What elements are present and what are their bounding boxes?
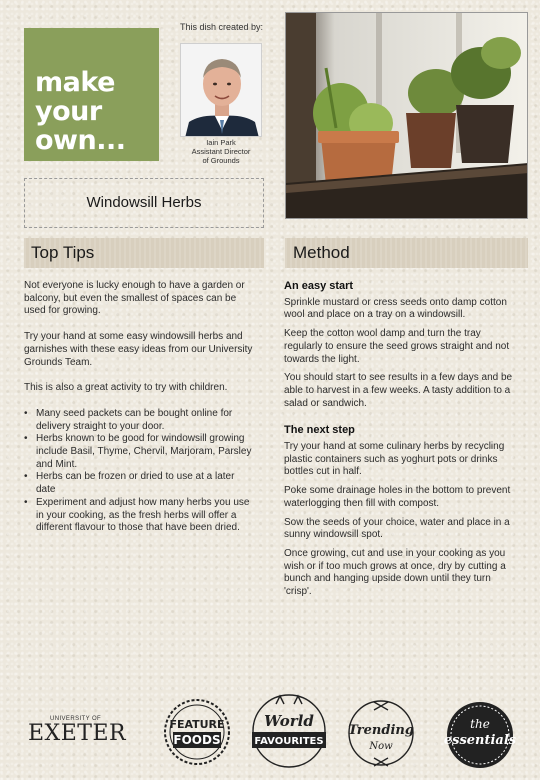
method-section-2-title: The next step: [284, 424, 355, 437]
method-body: [284, 280, 520, 605]
world-favourites-line-1: World: [264, 712, 314, 730]
author-credit: [180, 138, 262, 165]
tips-bullet-list: [24, 408, 254, 535]
method-step: Keep the cotton wool damp and turn the tray regularly to ensure the seed grows straight and not towards the light.: [284, 328, 510, 365]
windowsill-herbs-photo: [285, 12, 528, 219]
university-of-exeter-logo: [28, 716, 127, 746]
method-step: Once growing, cut and use in your cooking as you wish or if too much grows at once, dry by cutting a bunch and hanging upside down until they turn 'crisp'.: [284, 547, 506, 598]
feature-foods-line-1: FEATURE: [169, 718, 225, 731]
logo-line-2: your: [35, 96, 102, 127]
method-section-1-title: An easy start: [284, 280, 354, 292]
method-step: Poke some drainage holes in the bottom to prevent waterlogging then fill with compost.: [284, 485, 511, 509]
method-step: Sprinkle mustard or cress seeds onto damp cotton wool and place on a tray on a windowsill.: [284, 296, 507, 321]
logo-line-1: make: [35, 67, 115, 98]
recipe-title: Windowsill Herbs: [86, 194, 202, 211]
method-step: Try your hand at some culinary herbs by recycling plastic containers such as yoghurt pots or drinks bottles cut in half.: [284, 441, 505, 478]
tips-bullet: • Experiment and adjust how many herbs you use in your cooking, as the fresh herbs will offer a different flavour to those that have been dried.: [36, 497, 254, 535]
feature-foods-line-2: FOODS: [173, 733, 221, 747]
tips-paragraph-3: This is also a great activity to try with children.: [24, 382, 228, 394]
the-essentials-logo: [440, 700, 520, 770]
method-step: Sow the seeds of your choice, water and place in a sunny windowsill spot.: [284, 516, 510, 541]
author-name: Iain Park: [206, 138, 236, 147]
tips-bullet: • Many seed packets can be bought online for delivery straight to your door.: [36, 408, 254, 433]
the-essentials-line-1: the: [470, 717, 490, 731]
tips-paragraph-2: Try your hand at some easy windowsill herbs and garnishes with these easy ideas from our University Grounds Team.: [24, 331, 253, 368]
author-role-line-2: of Grounds: [202, 156, 240, 165]
trending-now-line-2: Now: [369, 741, 393, 752]
top-tips-heading: Top Tips: [24, 238, 264, 268]
method-heading: Method: [285, 238, 528, 268]
top-tips-body: [24, 280, 254, 535]
make-your-own-logo: [24, 28, 159, 161]
world-favourites-logo: [248, 690, 330, 772]
trending-now-line-1: Trending: [348, 723, 414, 738]
author-portrait: [180, 43, 262, 137]
the-essentials-line-2: essentials: [443, 733, 517, 748]
logo-line-3: own...: [35, 125, 126, 156]
exeter-logo-wordmark: EXETER: [28, 721, 127, 746]
world-favourites-line-2: FAVOURITES: [254, 736, 324, 747]
author-role-line-1: Assistant Director: [191, 147, 251, 156]
feature-foods-logo: [163, 698, 231, 766]
created-by-label: This dish created by:: [180, 22, 264, 32]
method-step: You should start to see results in a few days and be able to harvest in a few weeks. A tasty addition to a salad or sandwich.: [284, 372, 513, 409]
tips-paragraph-1: Not everyone is lucky enough to have a garden or balcony, but even the smallest of spaces can be used for growing.: [24, 280, 245, 317]
tips-bullet: • Herbs known to be good for windowsill growing include Basil, Thyme, Chervil, Marjoram, Parsley and Mint.: [36, 433, 254, 471]
tips-bullet: • Herbs can be frozen or dried to use at a later date: [36, 471, 254, 496]
trending-now-logo: [344, 696, 418, 770]
exeter-logo-small-text: UNIVERSITY OF: [50, 716, 102, 722]
